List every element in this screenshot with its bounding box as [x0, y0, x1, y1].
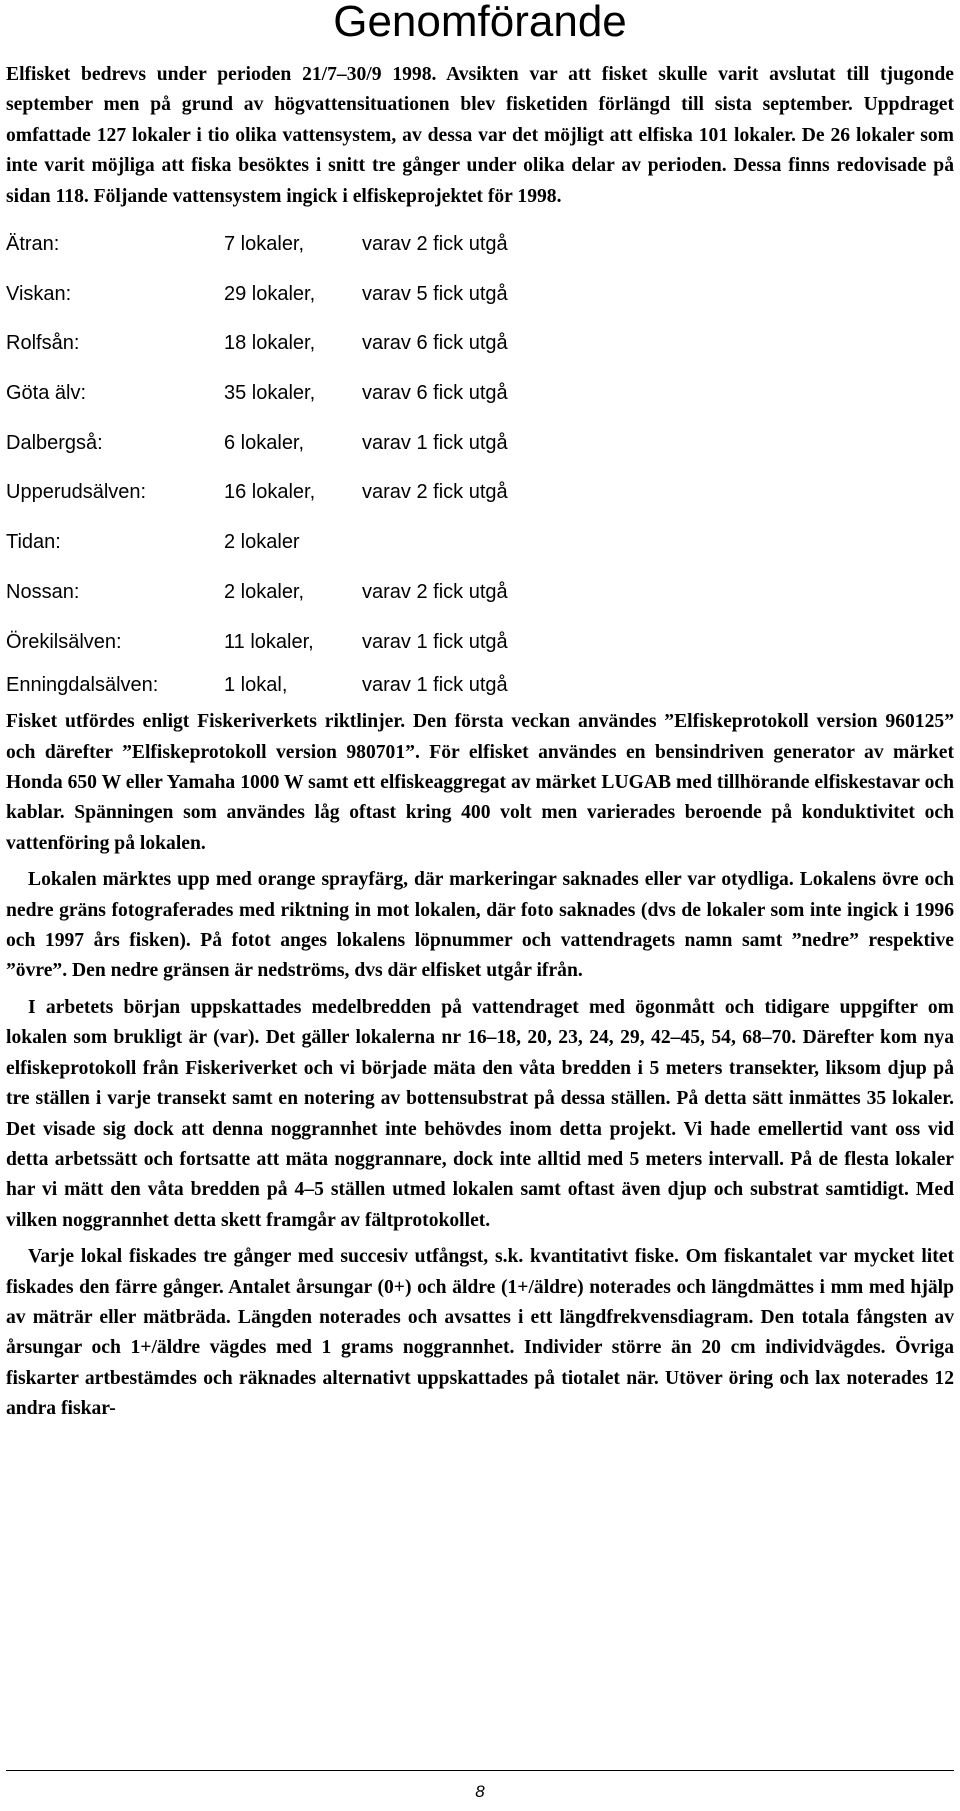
- excluded-count: varav 2 fick utgå: [362, 233, 508, 256]
- fishing-paragraph: Varje lokal fiskades tre gånger med succesiv utfångst, s.k. kvantitativt fiske. Om fiskantalet var mycket litet fiskades den färre gånger. Antalet årsungar (0+) och äldre (1+/äldre) noterades och längdmättes i mm med hjälp av mäträr eller mätbräda. Längden noterades och avsattes i ett längdfrekvensdiagram. Den totala fångsten av årsungar och 1+/äldre vägdes med 1 grams noggrannhet. Individer större än 20 cm individvägdes. Övriga fiskarter artbestämdes och räknades alternativt uppskattades på tiotalet när. Utöver öring och lax noterades 12 andra fiskar-: [6, 1246, 954, 1420]
- water-system-name: Ätran:: [6, 233, 60, 256]
- excluded-count: varav 1 fick utgå: [362, 674, 508, 697]
- measurement-paragraph: I arbetets början uppskattades medelbredden på vattendraget med ögonmått och tidigare uppgifter om lokalen som brukligt är (var). Det gäller lokalerna nr 16–18, 20, 23, 24, 29, 42–45, 54, 68–70. Därefter kom nya elfiskeprotokoll från Fiskeriverket och vi började mäta den våta bredden i 5 meters transekter, liksom djup på tre ställen i varje transekt samt en notering av bottensubstrat på dessa ställen. På detta sätt inmättes 35 lokaler. Det visade sig dock att denna noggrannhet inte behövdes inom detta projekt. Vi hade emellertid vant oss vid detta arbetssätt och fortsatte att mäta noggrannare, dock inte alltid med 5 meters intervall. På de flesta lokaler har vi mätt den våta bredden på 4–5 ställen utmed lokalen samt oftast även djup och substrat samtidigt. Med vilken noggrannhet detta skett framgår av fältprotokollet.: [6, 996, 954, 1231]
- footer-divider: [6, 1770, 954, 1771]
- page-number: 8: [475, 1782, 485, 1801]
- excluded-count: varav 5 fick utgå: [362, 282, 508, 305]
- list-item: [6, 419, 954, 469]
- water-system-name: Göta älv:: [6, 382, 87, 405]
- water-system-name: Viskan:: [6, 282, 72, 305]
- locale-count: 1 lokal,: [224, 674, 288, 697]
- water-system-name: Enningdalsälven:: [6, 674, 159, 697]
- list-item: [6, 270, 954, 320]
- locale-count: 2 lokaler,: [224, 580, 305, 603]
- page-title: Genomförande: [333, 0, 627, 46]
- method-paragraph: Fisket utfördes enligt Fiskeriverkets riktlinjer. Den första veckan användes ”Elfiskeprotokoll version 960125” och därefter ”Elfiskeprotokoll version 980701”. För elfisket användes en bensindriven generator av märket Honda 650 W eller Yamaha 1000 W samt ett elfiskeaggregat av märket LUGAB med tillhörande elfiskestavar och kablar. Spänningen som användes låg oftast kring 400 volt men varierades beroende på konduktivitet och vattenföring på lokalen.: [6, 711, 954, 854]
- excluded-count: varav 2 fick utgå: [362, 580, 508, 603]
- excluded-count: varav 6 fick utgå: [362, 382, 508, 405]
- list-item: [6, 468, 954, 518]
- locale-count: 29 lokaler,: [224, 282, 316, 305]
- list-item: [6, 518, 954, 568]
- excluded-count: varav 1 fick utgå: [362, 630, 508, 653]
- list-item: [6, 568, 954, 618]
- locale-count: 7 lokaler,: [224, 233, 305, 256]
- water-system-name: Örekilsälven:: [6, 630, 122, 653]
- locale-count: 18 lokaler,: [224, 332, 316, 355]
- list-item: [6, 220, 954, 270]
- water-system-name: Nossan:: [6, 580, 80, 603]
- water-system-name: Upperudsälven:: [6, 481, 147, 504]
- excluded-count: varav 2 fick utgå: [362, 481, 508, 504]
- excluded-count: varav 1 fick utgå: [362, 431, 508, 454]
- locale-count: 11 lokaler,: [224, 630, 314, 653]
- locale-count: 2 lokaler: [224, 531, 300, 554]
- document-page: [6, 0, 954, 1425]
- locale-count: 6 lokaler,: [224, 431, 305, 454]
- list-item: [6, 369, 954, 419]
- list-item: [6, 319, 954, 369]
- excluded-count: [362, 518, 954, 568]
- list-item: [6, 667, 954, 703]
- water-system-name: Tidan:: [6, 531, 61, 554]
- locale-count: 16 lokaler,: [224, 481, 316, 504]
- water-system-list: [6, 220, 954, 703]
- marking-paragraph: Lokalen märktes upp med orange sprayfärg, där markeringar saknades eller var otydliga. Lokalens övre och nedre gräns fotograferades med riktning in mot lokalen, där foto saknades (dvs de lokaler som inte ingick i 1996 och 1997 års fisken). På fotot anges lokalens löpnummer och vattendragets namn samt ”nedre” respektive ”övre”. Den nedre gränsen är nedströms, dvs där elfisket utgår ifrån.: [6, 869, 954, 982]
- excluded-count: varav 6 fick utgå: [362, 332, 508, 355]
- intro-paragraph: Elfisket bedrevs under perioden 21/7–30/9 1998. Avsikten var att fisket skulle varit avslutat till tjugonde september men på grund av högvattensituationen blev fisketiden förlängd till sista september. Uppdraget omfattade 127 lokaler i tio olika vattensystem, av dessa var det möjligt att elfiska 101 lokaler. De 26 lokaler som inte varit möjliga att fiska besöktes i snitt tre gånger under olika delar av perioden. Dessa finns redovisade på sidan 118. Följande vattensystem ingick i elfiskeprojektet för 1998.: [6, 64, 954, 207]
- water-system-name: Dalbergså:: [6, 431, 103, 454]
- locale-count: 35 lokaler,: [224, 382, 316, 405]
- water-system-name: Rolfsån:: [6, 332, 80, 355]
- list-item: [6, 618, 954, 668]
